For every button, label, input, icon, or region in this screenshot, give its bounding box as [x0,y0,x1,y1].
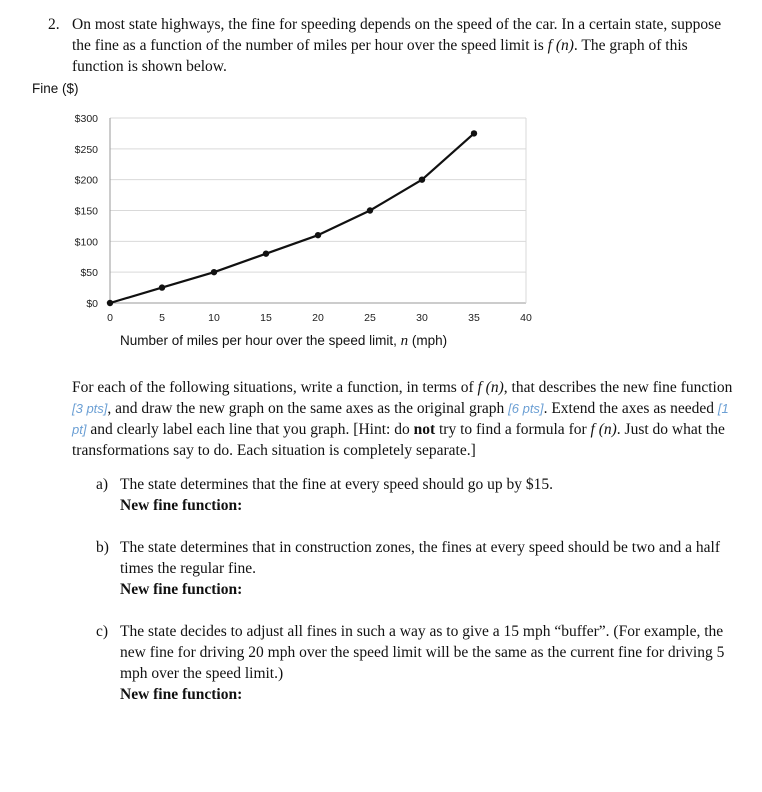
instr-part2: , that describes the new fine function [503,379,733,396]
instr-fn: f (n) [477,379,504,396]
item-a-text: The state determines that the fine at every speed should go up by $15. [120,476,554,493]
fine-chart [0,0,762,360]
data-point [367,207,373,213]
x-axis-label-suffix: (mph) [411,333,448,348]
instr-part4: . Extend the axes as needed [543,400,714,417]
data-point [107,300,113,306]
item-b [96,537,744,600]
item-b-label: b) [96,539,109,556]
y-tick-label: $150 [74,205,98,218]
y-tick-label: $100 [74,236,98,249]
x-tick-label: 15 [260,312,272,324]
x-tick-label: 20 [312,312,324,324]
question-number: 2. [48,16,60,33]
x-tick-label: 10 [208,312,220,324]
item-c [96,621,744,705]
x-axis-label-var: n [400,333,409,349]
instr-part1: For each of the following situations, write a function, in terms of [72,379,474,396]
x-tick-label: 5 [159,312,165,324]
item-b-text: The state determines that in construction zones, the fines at every speed should be two and a half times the regular fine. [120,539,721,577]
question-text-body: On most state highways, the fine for speeding depends on the speed of the car. In a certain state, suppose the fine as a function of the number of miles per hour over the speed limit is [72,16,722,54]
x-axis-label-prefix: Number of miles per hour over the speed limit, [120,333,397,348]
item-b-answer-label: New fine function: [120,581,243,598]
data-point [315,232,321,238]
x-tick-label: 40 [520,312,532,324]
y-tick-label: $50 [80,267,98,280]
data-point [211,269,217,275]
data-point [471,130,477,136]
y-tick-label: $0 [86,298,98,310]
instr-part7: . Just do what the transformations say to do. Each situation is completely separate.] [72,421,725,459]
instr-bold-not: not [413,421,436,438]
instr-fn2: f (n) [590,421,617,438]
y-tick-label: $250 [74,143,98,156]
item-a-label: a) [96,476,109,493]
points-badge-1: [1 pt] [72,401,729,437]
points-badge-6: [6 pts] [508,401,544,416]
function-notation: f (n) [547,37,574,54]
fine-series-line [110,133,474,303]
item-c-answer-label: New fine function: [120,686,243,703]
data-point [263,250,269,256]
x-tick-label: 0 [107,312,113,324]
item-a [96,474,744,516]
y-tick-label: $300 [74,113,98,125]
instr-part6: try to find a formula for [439,421,587,438]
x-tick-label: 25 [364,312,376,324]
instr-part3: , and draw the new graph on the same axes as the original graph [107,400,505,417]
question-text-end: . The graph of this function is shown below. [72,37,688,75]
points-badge-3: [3 pts] [72,401,108,416]
x-axis-label [120,333,447,350]
y-tick-label: $200 [74,174,98,187]
instr-part5: and clearly label each line that you graph. [Hint: do [90,421,410,438]
y-axis-label: Fine ($) [32,81,79,96]
instructions [72,377,744,461]
x-tick-label: 35 [468,312,480,324]
x-tick-label: 30 [416,312,428,324]
item-c-label: c) [96,623,109,640]
item-a-answer-label: New fine function: [120,497,243,514]
data-point [159,284,165,290]
item-c-text: The state decides to adjust all fines in such a way as to give a 15 mph “buffer”. (For example, the new fine for driving 20 mph over the speed limit will be the same as the current fine for driving 5 mph over the speed limit.) [120,623,725,682]
data-point [419,176,425,182]
